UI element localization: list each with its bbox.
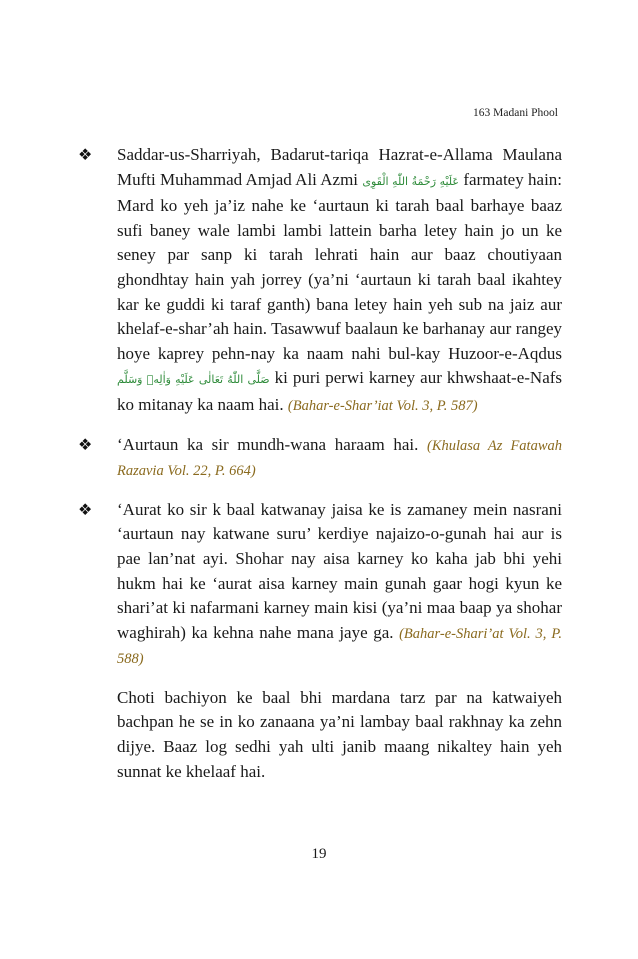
bullet-2-reference: (Khulasa Az Fatawah Razavia Vol. 22, P. 664) [117, 437, 562, 480]
bullet-item-2 [80, 433, 562, 484]
bullet-1-text-c: ki puri perwi karney aur khwshaat-e-Nafs ko mitanay ka naam hai. [117, 368, 563, 414]
bullet-3-reference: (Bahar-e-Shari’at Vol. 3, P. 588) [117, 625, 562, 668]
bullet-3-text: ‘Aurat ko sir k baal katwanay jaisa ke is zamaney mein nasrani ‘aurtaun nay katwane suru’ kerdiye najaizo-o-gunah hai aur is pae lan’nat ayi. Shohar nay aisa karney ko kaha jab bhi yehi hukm hai ke ‘aurat aisa karney main gunah gaar hogi kyun ke shari’at ki nafarmani karney main kisi (ya’ni maa baap ya shohar waghirah) ka kehna nahe mana jaye ga. [117, 499, 562, 642]
bullet-1-text-b: farmatey hain: Mard ko yeh ja’iz nahe ke ‘aurtaun ki tarah baal barhaye baaz sufi baney wale lambi lambi lattein barha letey hain jo un ke seney par sanp ki tarah lehrati hain aur baaz choutiyaan ghondhtay hain yah jorrey (ya’ni ‘aurtaun ki tarah baal ikahtey kar ke guddi ki taraf ganth) bana letey hain yeh sub na jaiz aur khelaf-e-shar’ah hain. Tasawwuf baalaun ke barhanay aur rangey hoye kaprey pehn-nay ka naam nahi bul-kay Huzoor-e-Aqdus [117, 169, 563, 363]
arabic-honorific-1: عَلَيْهِ رَحْمَةُ اللّٰهِ الْقَوِى [362, 174, 459, 188]
bullet-2-text: ‘Aurtaun ka sir mundh-wana haraam hai. [117, 434, 419, 454]
bullet-item-1 [80, 143, 562, 419]
bullet-1-text-a: Saddar-us-Sharriyah, Badarut-tariqa Hazrat-e-Allama Maulana Mufti Muhammad Amjad Ali Azmi [117, 145, 562, 189]
running-header: 163 Madani Phool [473, 107, 558, 119]
page-content [80, 143, 562, 784]
arabic-honorific-2: صَلَّى اللّٰهُ تَعَالٰى عَلَيْهِ وَاٰلِهٖ وَسَلَّم [117, 373, 270, 387]
bullet-item-3 [80, 498, 562, 672]
diamond-bullet-icon: ❖ [78, 434, 93, 454]
diamond-bullet-icon: ❖ [78, 145, 93, 164]
bullet-1-reference: (Bahar-e-Shar’iat Vol. 3, P. 587) [287, 397, 478, 414]
closing-paragraph: Choti bachiyon ke baal bhi mardana tarz par na katwaiyeh bachpan he se in ko zanaana ya’ni lambay baal rakhnay ka zehn dijye. Baaz log sedhi yah ulti janib maang nikaltey hain yeh sunnat ke khelaaf hai. [117, 687, 562, 781]
diamond-bullet-icon: ❖ [78, 499, 93, 519]
page-number: 19 [311, 846, 327, 862]
